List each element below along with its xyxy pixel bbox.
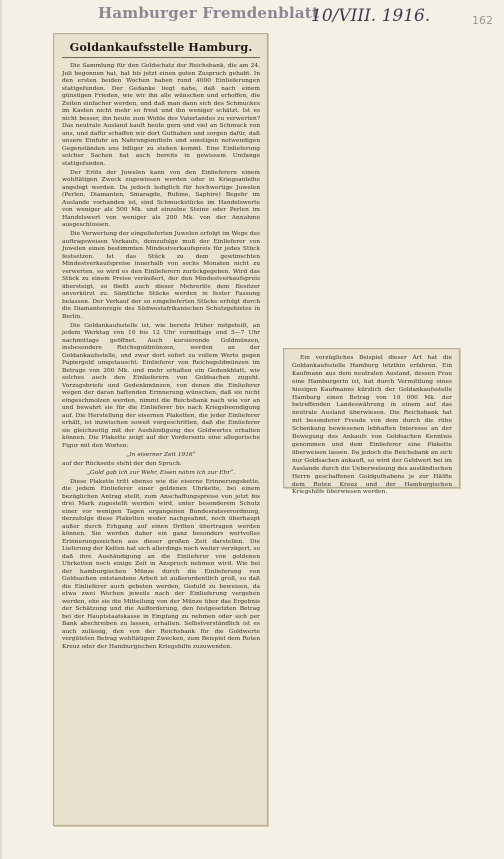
article-paragraph: Die Sammlung für den Goldschatz der Reichsbank, die am 24. Juli begonnen hat, hat bis jetzt einen guten Zuspruch gehabt. In den ersten beiden Wochen haben rund 4000 Einlieferungen stattgefunden. Der Gedanke liegt nahe, daß nach einem günstigen Frieden, wie wir ihn alle wünschen und erhoffen, die Zeiten einfacher werden, und daß man dann sich des Schmuckes im Kasten nicht mehr so freut und ihn weniger schätzt. Ist es nicht besser, ihn heute zum Wohle des Vaterlandes zu verwerten? Das neutrale Ausland kauft heute gern und viel an Schmuck von uns, und dafür schaffen wir dort Guthaben und sorgen dafür, daß unsere Einfuhr an Nahrungsmitteln und sonstigen notwendigen Gegenständen uns billiger zu stehen kommt. Eine Einlieferung solcher Sachen hat auch bereits in gewissem Umfange stattgefunden. bbox=[62, 63, 260, 167]
article-paragraph: Die Verwertung der eingelieferten Juwelen erfolgt im Wege des auftragsweisen Verkaufs, demzufolge muß der Einlieferer von Juwelen einen bestimmten Mindestverkaufspreis für jedes Stück festsetzen. Ist das Stück zu dem gewünschten Mindestverkaufspreise innerhalb von sechs Monaten nicht zu verwerten, so wird es den Einlieferern zurückgegeben. Wird das Stück zu einem Preise veräußert, der den Mindestverkaufspreis übersteigt, so fließt auch dieser Mehrerlös dem Besitzer unverkürzt zu. Sämtliche Stücke werden in fester Fassung belassen. Der Verkauf der so eingelieferten Stücke erfolgt durch die Diamantenregie des Südwestafrikanischen Schutzgebietes in Berlin. bbox=[62, 231, 260, 320]
side-newspaper-clipping bbox=[283, 348, 460, 496]
handwritten-date: 10/VIII. 1916. bbox=[311, 6, 431, 26]
side-clipping-body bbox=[292, 355, 452, 497]
article-body bbox=[62, 63, 260, 651]
plaque-motto: „Gold gab ich zur Wehr, Eisen nahm ich zur Ehr“. bbox=[86, 469, 236, 476]
article-headline: Goldankaufsstelle Hamburg. bbox=[62, 40, 260, 58]
article-paragraph: Diese Plakette tritt ebenso wie die eiserne Erinnerungskette, die jedem Einlieferer einer goldenen Uhrkette, bei einem bezüglichen Antrag stellt, zum Anschaffungspreise von jetzt bis drei Mark zugestellt werden wird, unter besonderem Schutz einer vor wenigen Tagen ergangenen Bundesratsverordnung, derzufolge diese Plaketten weder nachgeahmt, noch überhaupt außer durch Erhgang auf einen Dritten übertragen werden können. Sie werden daher ein ganz besonders wertvolles Erinnerungszeichen aus dieser großen Zeit darstellen. Die Lieferung der Ketten hat sich allerdings noch weiter verzögert, so daß ihre Aushändigung an die Einlieferer von goldenen Uhrketten noch einige Zeit in Anspruch nehmen wird. Wie bei der hamburgischen Münze durch die Einlieferung von Goldsachen entstandene Arbeit ist außerordentlich groß, so daß die Einlieferer auch gebeten werden, Geduld zu beweisen, da etwa zwei Wochen jeweils nach der Einlieferung vergehen werden, ehe sie die Mitteilung von der Münze über das Ergebnis der Schätzung und die Aufforderung, den festgesetzten Betrag bei der Hauptstaatskasse in Empfang zu nehmen oder sich per Bank abschreiben zu lassen, erhalten. Selbstverständlich ist es auch zulässig, den von der Reichsbank für die Goldwerte vergüteten Betrag wohltätigen Zwecken, zum Beispiel dem Roten Kreuz oder der Hamburgischen Kriegshilfe zuzuwenden. bbox=[62, 478, 260, 650]
main-newspaper-clipping bbox=[53, 33, 268, 826]
article-paragraph: Der Erlös der Juwelen kann von den Einlieferern einem wohltätigen Zweck zugewiesen werden oder in Kriegsanleihe angelegt werden. Da jedoch lediglich für hochwertige Juwelen (Perlen, Diamanten, Smaragde, Rubine, Saphire) Begehr im Auslande vorhanden ist, sind Schmuckstücke im Handelswerte von weniger als 500 Mk. und einzelne Steine oder Perlen im Handelswert von weniger als 200 Mk. von der Annahme ausgeschlossen. bbox=[62, 169, 260, 228]
article-paragraph: auf der Rückseite steht der den Spruch: bbox=[62, 460, 182, 467]
article-paragraph: Die Goldankaufsstelle ist, wie bereits früher mitgeteilt, an jedem Werktag von 10 bis 12 Uhr vormittags und 5—7 Uhr nachmittags geöffnet. Auch kursierende Goldmünzen, insbesondere Reichsgoldmünzen, werden an der Goldankaufsstelle, und zwar dort sofort zu vollem Werte gegen Papiergeld umgetauscht. Einlieferer von Reichsgoldmünzen im Betrage von 200 Mk. und mehr erhalten ein Gedenkblatt, wie solches auch den Einlieferern von Goldsachen zugeht. Vorzugsbriefe und Gedenkmünzen, von denen die Einlieferer wegen der daran haftenden Erinnerung wünschen, daß sie nicht eingeschmolzen werden, nimmt die Reichsbank nach wie vor an und bewahrt sie für die Einlieferer bis nach Kriegsbeendigung auf. Die Herstellung der eisernen Plaketten, die jeder Einlieferer erhält, ist inzwischen soweit vorgeschritten, daß die Einlieferer sie gleichzeitig mit der Aushändigung des Goldwertes erhalten können. Die Plakette zeigt auf der Vorderseite eine allegorische Figur mit den Worten: bbox=[62, 322, 260, 449]
page-edge bbox=[0, 0, 2, 859]
page-number: 162 bbox=[472, 14, 493, 27]
side-clipping-text: Ein vorzügliches Beispiel dieser Art hat die Goldankaufsstelle Hamburg letzthin erfahren. Ein Kaufmann aus dem neutralen Ausland, dessen Frau eine Hamburgerin ist, hat durch Vermittlung eines hiesigen Kaufmanns kürzlich der Goldankaufsstelle Hamburg einen Betrag von 10 000 Mk. der betreffenden Landeswährung in einem auf das neutrale Ausland überwiesen. Die Reichsbank hat mit besonderer Freude von dem durch die rühe Schenkung bewiesenen lebhaften Interesse an der Bewegung des Ankaufs von Goldsachen Kenntnis genommen und dem Einlieferer eine Plakette überweisen lassen. Da jedoch die Reichsbank an sich nur Goldsachen ankauft, so wird der Geldwert bei im Auslande durch die Ueberweisung des ausländischen Herrn geschaffenen Goldguthabens je zur Hälfte dem Roten Kreuz und der Hamburgischen Kriegshilfe überwiesen werden. bbox=[292, 355, 452, 496]
plaque-inscription: „In eiserner Zeit 1916“ bbox=[126, 451, 196, 458]
newspaper-name-stamp: Hamburger Fremdenblatt bbox=[98, 4, 320, 22]
